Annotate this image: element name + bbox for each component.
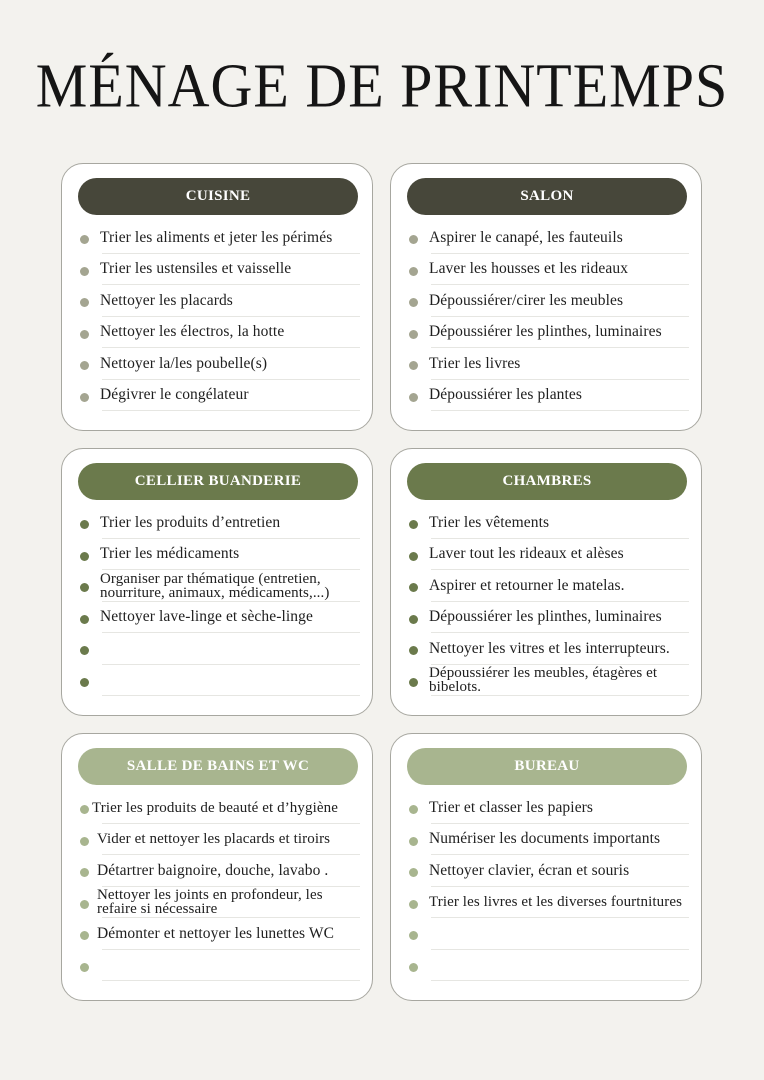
bullet-icon <box>409 361 418 370</box>
checklist-item[interactable]: Dépoussiérer les plinthes, luminaires <box>409 602 689 634</box>
bullet-icon <box>409 330 418 339</box>
card-header-cuisine: CUISINE <box>78 178 358 215</box>
bullet-icon <box>409 552 418 561</box>
bullet-icon <box>409 267 418 276</box>
checklist-item[interactable]: Nettoyer les joints en profondeur, les refaire si nécessaire <box>80 887 360 919</box>
card-cuisine <box>61 163 373 431</box>
checklist-item[interactable]: Dépoussiérer les meubles, étagères et bibelots. <box>409 665 689 697</box>
card-salle-de-bains <box>61 733 373 1001</box>
bullet-icon <box>80 235 89 244</box>
bullet-icon <box>80 393 89 402</box>
checklist-item[interactable]: Numériser les documents importants <box>409 824 689 856</box>
checklist-item-empty[interactable] <box>409 950 689 982</box>
checklist-item[interactable]: Dépoussiérer les plantes <box>409 380 689 412</box>
checklist-item[interactable]: Vider et nettoyer les placards et tiroirs <box>80 824 360 856</box>
checklist-item[interactable]: Trier les aliments et jeter les périmés <box>80 222 360 254</box>
bullet-icon <box>80 963 89 972</box>
card-chambres <box>390 448 702 716</box>
bullet-icon <box>409 678 418 687</box>
bullet-icon <box>409 868 418 877</box>
card-header-salle-de-bains: SALLE DE BAINS ET WC <box>78 748 358 785</box>
bullet-icon <box>409 298 418 307</box>
bullet-icon <box>409 520 418 529</box>
bullet-icon <box>80 678 89 687</box>
checklist-item[interactable]: Démonter et nettoyer les lunettes WC <box>80 918 360 950</box>
checklist-item[interactable]: Dégivrer le congélateur <box>80 380 360 412</box>
checklist-item[interactable]: Trier les produits de beauté et d’hygiène <box>80 792 360 824</box>
checklist-item[interactable]: Trier les livres et les diverses fourtnitures <box>409 887 689 919</box>
bullet-icon <box>80 330 89 339</box>
bullet-icon <box>409 393 418 402</box>
bullet-icon <box>80 805 89 814</box>
checklist-item[interactable]: Trier les livres <box>409 348 689 380</box>
checklist-item[interactable]: Dépoussiérer les plinthes, luminaires <box>409 317 689 349</box>
card-salon <box>390 163 702 431</box>
card-header-bureau: BUREAU <box>407 748 687 785</box>
bullet-icon <box>80 267 89 276</box>
bullet-icon <box>80 298 89 307</box>
card-cellier-buanderie <box>61 448 373 716</box>
checklist-item[interactable]: Organiser par thématique (entretien, nourriture, animaux, médicaments,...) <box>80 570 360 602</box>
checklist-item[interactable]: Nettoyer les électros, la hotte <box>80 317 360 349</box>
checklist-item-empty[interactable] <box>80 633 360 665</box>
checklist-item[interactable]: Trier les médicaments <box>80 539 360 571</box>
checklist-item[interactable]: Aspirer le canapé, les fauteuils <box>409 222 689 254</box>
bullet-icon <box>80 583 89 592</box>
bullet-icon <box>80 646 89 655</box>
page-title: MÉNAGE DE PRINTEMPS <box>35 50 729 121</box>
checklist-item[interactable]: Nettoyer la/les poubelle(s) <box>80 348 360 380</box>
checklist-item-empty[interactable] <box>409 918 689 950</box>
bullet-icon <box>409 837 418 846</box>
checklist-item[interactable]: Trier et classer les papiers <box>409 792 689 824</box>
checklist-item-empty[interactable] <box>80 665 360 697</box>
checklist-item[interactable]: Laver tout les rideaux et alèses <box>409 539 689 571</box>
bullet-icon <box>409 615 418 624</box>
checklist-item[interactable]: Trier les vêtements <box>409 507 689 539</box>
checklist-item[interactable]: Nettoyer lave-linge et sèche-linge <box>80 602 360 634</box>
card-bureau <box>390 733 702 1001</box>
bullet-icon <box>80 900 89 909</box>
bullet-icon <box>409 900 418 909</box>
bullet-icon <box>80 552 89 561</box>
checklist-item-empty[interactable] <box>80 950 360 982</box>
checklist-item[interactable]: Détartrer baignoire, douche, lavabo . <box>80 855 360 887</box>
checklist-item[interactable]: Nettoyer clavier, écran et souris <box>409 855 689 887</box>
checklist-item[interactable]: Nettoyer les vitres et les interrupteurs. <box>409 633 689 665</box>
bullet-icon <box>80 931 89 940</box>
bullet-icon <box>80 520 89 529</box>
bullet-icon <box>409 963 418 972</box>
bullet-icon <box>80 361 89 370</box>
checklist-item[interactable]: Laver les housses et les rideaux <box>409 254 689 286</box>
bullet-icon <box>409 583 418 592</box>
card-header-salon: SALON <box>407 178 687 215</box>
card-header-chambres: CHAMBRES <box>407 463 687 500</box>
bullet-icon <box>80 615 89 624</box>
bullet-icon <box>409 235 418 244</box>
checklist-item[interactable]: Nettoyer les placards <box>80 285 360 317</box>
bullet-icon <box>409 646 418 655</box>
card-header-cellier-buanderie: CELLIER BUANDERIE <box>78 463 358 500</box>
bullet-icon <box>409 931 418 940</box>
bullet-icon <box>80 868 89 877</box>
bullet-icon <box>409 805 418 814</box>
checklist-item[interactable]: Aspirer et retourner le matelas. <box>409 570 689 602</box>
bullet-icon <box>80 837 89 846</box>
checklist-item[interactable]: Dépoussiérer/cirer les meubles <box>409 285 689 317</box>
checklist-item[interactable]: Trier les produits d’entretien <box>80 507 360 539</box>
checklist-item[interactable]: Trier les ustensiles et vaisselle <box>80 254 360 286</box>
